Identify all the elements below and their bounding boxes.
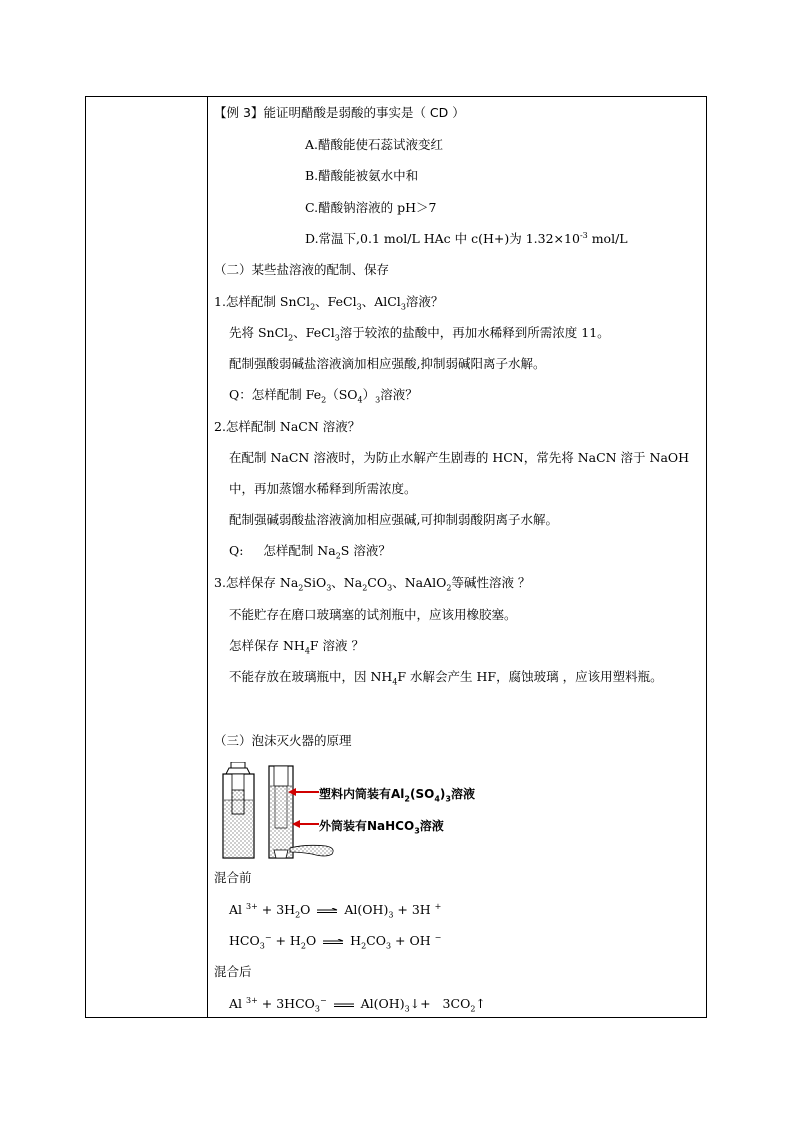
option-c: C.醋酸钠溶液的 pH＞7	[305, 200, 437, 215]
q2-sub: Q: 怎样配制 $Na_2S$ 溶液？	[229, 543, 391, 561]
equation-3: Al $^{3+} + 3HCO_3^-$ $Al(OH)_3↓+$ $3CO_2↑$	[229, 995, 486, 1014]
q3: 3.怎样保存 $Na_2SiO_3$、$Na_2CO_3$、NaAlO$_2$等碱性溶液 ？	[214, 575, 531, 593]
extinguisher-illustration	[214, 762, 494, 862]
q1-sub: Q：怎样配制 $Fe_2(SO_4)_3$溶液？	[229, 387, 418, 405]
q4: 怎样保存 $NH_4F$ 溶液 ？	[229, 638, 365, 656]
a1-line1: 先将 SnCl$_2$、FeCl$_3$溶于较浓的盐酸中，再加水稀释到所需浓度 11。	[229, 325, 610, 343]
equation-1: Al $^{3+} + 3H_2O$ $Al(OH)_3 + 3H$ +	[229, 901, 442, 920]
option-a: A.醋酸能使石蕊试液变红	[305, 137, 444, 152]
foam-extinguisher-figure	[214, 762, 494, 862]
equilibrium-arrow-icon	[322, 939, 344, 945]
reaction-equals-icon	[333, 1002, 355, 1008]
section3-title: （三）泡沫灭火器的原理	[214, 733, 352, 748]
a1-line2: 配制强酸弱碱盐溶液滴加相应强酸,抑制弱碱阳离子水解。	[229, 356, 546, 371]
q2: 2.怎样配制 NaCN 溶液？	[214, 419, 361, 434]
after-mixing-label: 混合后	[214, 964, 252, 979]
outer-tube-label: 外筒装有NaHCO$_3$溶液	[319, 819, 444, 836]
equation-2: $HCO_3^- + H_2O$ $H_2CO_3$ + OH −	[229, 932, 442, 951]
inner-tube-label: 塑料内筒装有$Al_2(SO_4)_3$溶液	[319, 787, 475, 804]
equilibrium-arrow-icon	[316, 908, 338, 914]
example-question: 【例 3】能证明醋酸是弱酸的事实是（ CD ）	[214, 105, 465, 120]
a4: 不能存放在玻璃瓶中，因 $NH_4F$ 水解会产生 HF，腐蚀玻璃 ，应该用塑料瓶。	[229, 669, 663, 687]
a3: 不能贮存在磨口玻璃塞的试剂瓶中，应该用橡胶塞。	[229, 607, 517, 622]
table-column-divider	[207, 96, 208, 1018]
option-b: B.醋酸能被氨水中和	[305, 168, 419, 183]
a2-line1: 在配制 NaCN 溶液时，为防止水解产生剧毒的 HCN，常先将 NaCN 溶于 NaOH	[229, 450, 690, 465]
q1: 1.怎样配制 SnCl$_2$、FeCl$_3$、AlCl$_3$溶液？	[214, 294, 444, 312]
section2-title: （二）某些盐溶液的配制、保存	[214, 262, 390, 277]
before-mixing-label: 混合前	[214, 870, 252, 885]
a2-line3: 配制强碱弱酸盐溶液滴加相应强碱,可抑制弱酸阴离子水解。	[229, 512, 558, 527]
option-d: D.常温下,0.1 mol/L HAc 中 c(H+)为 $1.32\times 10^{-3}$ mol/L	[305, 230, 628, 246]
a2-line2: 中，再加蒸馏水稀释到所需浓度。	[229, 481, 417, 496]
